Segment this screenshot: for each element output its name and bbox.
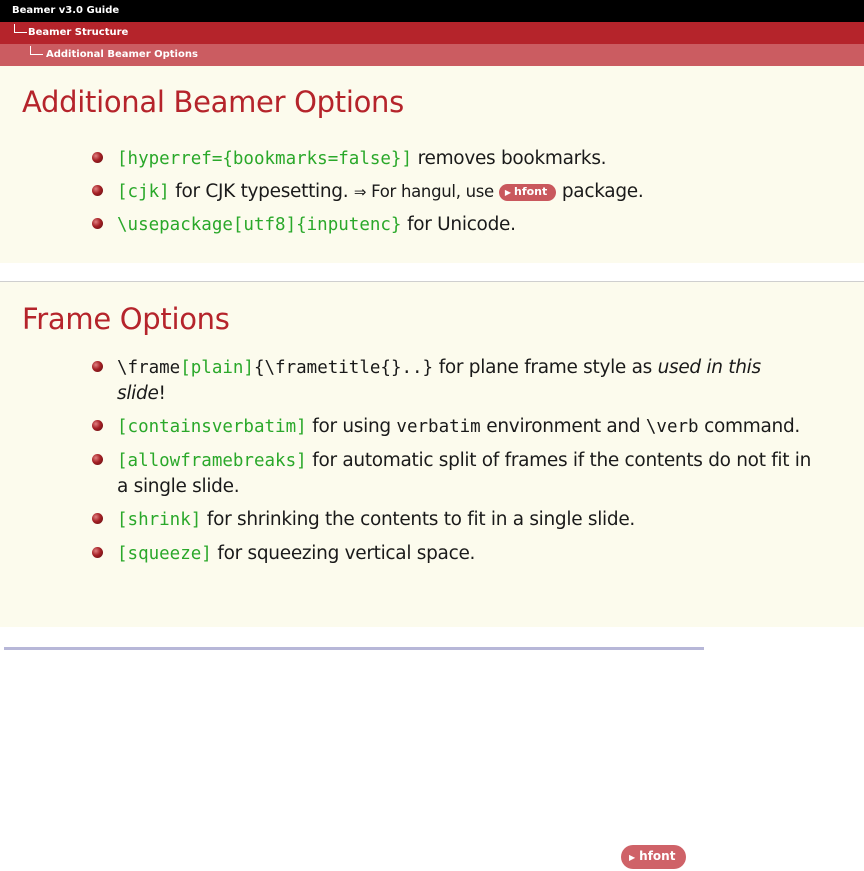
item-text: for automatic split of frames if the contents do not fit in a single slide.	[117, 450, 812, 497]
item-text: for plane frame style as	[433, 357, 658, 378]
bullet-icon	[92, 454, 103, 465]
hfont-button[interactable]	[621, 845, 686, 869]
item-text: command.	[698, 416, 800, 437]
code-option: [allowframebreaks]	[117, 451, 307, 471]
item-text: for CJK typesetting.	[169, 181, 354, 202]
list-item	[92, 507, 812, 533]
hfont-link-label: hfont	[514, 185, 548, 198]
code-command: \verb	[645, 417, 699, 437]
list-item	[92, 179, 812, 205]
bullet-icon	[92, 218, 103, 229]
hfont-link-button[interactable]	[499, 184, 556, 201]
code-option: [squeeze]	[117, 544, 212, 564]
bullet-icon	[92, 420, 103, 431]
code-option: [plain]	[180, 358, 254, 378]
bullet-list	[92, 146, 812, 245]
play-triangle-icon: ▶	[504, 188, 511, 197]
page-separator	[4, 647, 704, 650]
code-command: \frame	[117, 358, 181, 378]
code-command: verbatim	[396, 417, 481, 437]
list-item	[92, 355, 812, 406]
slide-additional-options	[0, 0, 864, 263]
list-item	[92, 146, 812, 172]
header-section[interactable]: Beamer Structure	[0, 22, 864, 44]
list-item	[92, 448, 812, 499]
tree-connector-icon	[30, 46, 43, 55]
item-emphasis: used in this slide	[117, 357, 761, 404]
code-command: {\frametitle{}..}	[253, 358, 434, 378]
item-text: for squeezing vertical space.	[211, 543, 476, 564]
tree-connector-icon	[14, 24, 27, 33]
bullet-icon	[92, 152, 103, 163]
list-item	[92, 414, 812, 440]
code-option: [shrink]	[117, 510, 202, 530]
play-triangle-icon: ▶	[629, 853, 636, 862]
item-note: For hangul, use	[366, 182, 499, 201]
item-tail: !	[158, 383, 166, 404]
frame-title: Frame Options	[22, 302, 230, 336]
code-option: [containsverbatim]	[117, 417, 307, 437]
item-text: removes bookmarks.	[412, 148, 607, 169]
item-text: for using	[306, 416, 397, 437]
item-tail: package.	[556, 181, 644, 202]
frame-title: Additional Beamer Options	[22, 85, 404, 119]
bullet-icon	[92, 361, 103, 372]
code-option: \usepackage[utf8]{inputenc}	[117, 215, 402, 235]
header-subsection[interactable]: Additional Beamer Options	[0, 44, 864, 66]
bullet-icon	[92, 547, 103, 558]
list-item	[92, 541, 812, 567]
item-text: for Unicode.	[401, 214, 516, 235]
code-option: [cjk]	[117, 182, 170, 202]
implies-arrow-icon: ⇒	[353, 183, 367, 201]
list-item	[92, 212, 812, 238]
header-guide-title[interactable]: Beamer v3.0 Guide	[0, 0, 864, 22]
item-text: for shrinking the contents to fit in a single slide.	[201, 509, 635, 530]
slide-frame-options	[0, 281, 864, 627]
hfont-button-label: hfont	[639, 849, 676, 863]
bullet-list	[92, 355, 812, 575]
code-option: [hyperref={bookmarks=false}]	[117, 149, 413, 169]
item-text: environment and	[480, 416, 646, 437]
bullet-icon	[92, 185, 103, 196]
bullet-icon	[92, 513, 103, 524]
